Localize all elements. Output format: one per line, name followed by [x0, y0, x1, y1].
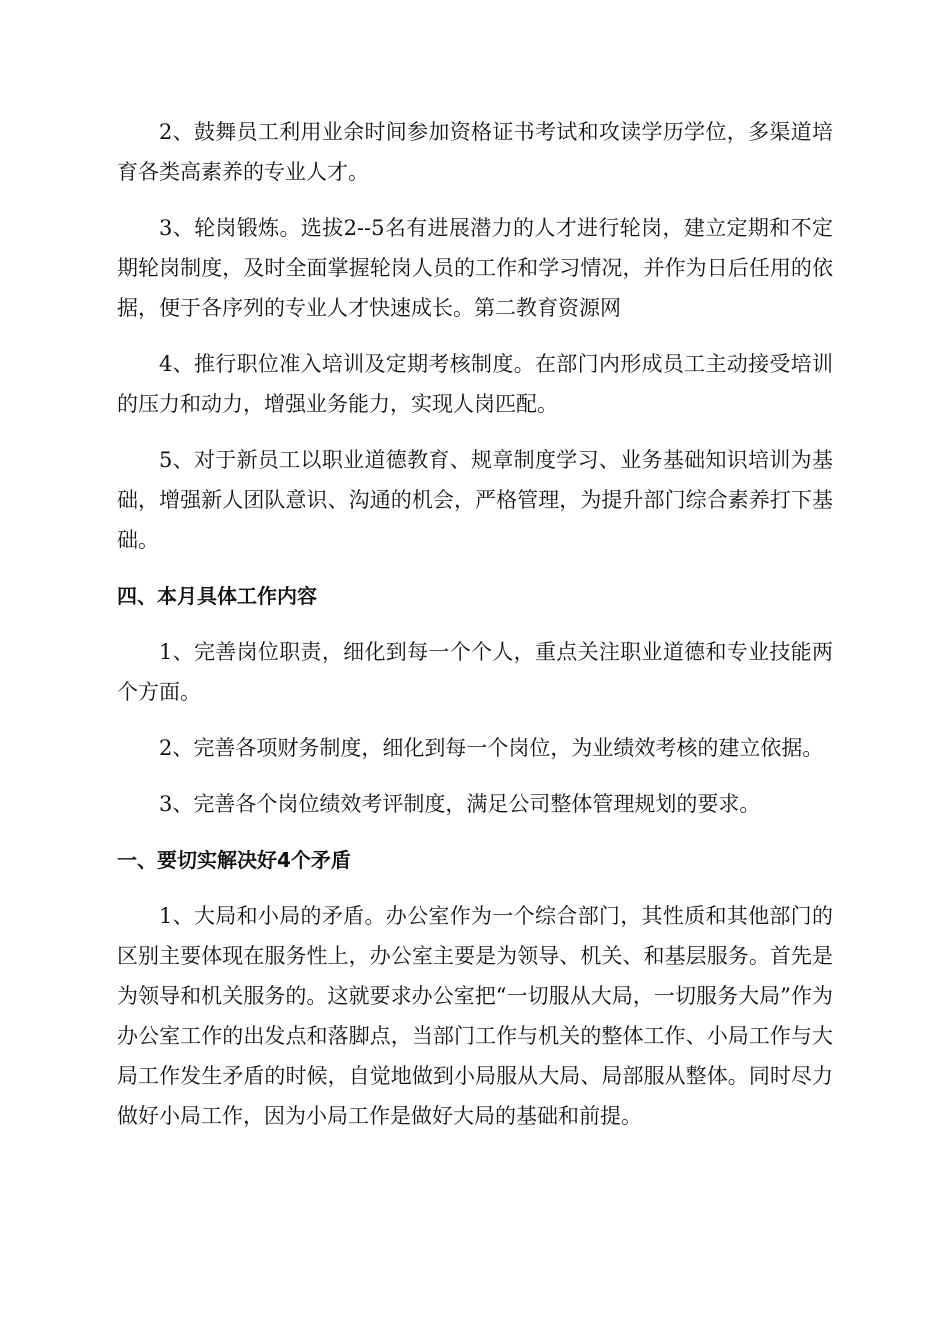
paragraph-job-rotation: 3、轮岗锻炼。选拔2--5名有进展潜力的人才进行轮岗，建立定期和不定期轮岗制度，及时全面掌握轮岗人员的工作和学习情况，并作为日后任用的依据，便于各序列的专业人才快速成长。第二教育资源网 — [117, 216, 833, 320]
paragraph-big-picture-contradiction: 1、大局和小局的矛盾。办公室作为一个综合部门，其性质和其他部门的区别主要体现在服务性上，办公室主要是为领导、机关、和基层服务。首先是为领导和机关服务的。这就要求办公室把“一切服从大局，一切服务大局”作为办公室工作的出发点和落脚点，当部门工作与机关的整体工作、小局工作与大局工作发生矛盾的时候，自觉地做到小局服从大局、局部服从整体。同时尽力做好小局工作，因为小局工作是做好大局的基础和前提。 — [117, 904, 833, 1128]
paragraph-encourage-certification: 2、鼓舞员工利用业余时间参加资格证书考试和攻读学历学位，多渠道培育各类高素养的专业人才。 — [117, 120, 833, 184]
section-heading-four-contradictions: 一、要切实解决好4个矛盾 — [117, 848, 351, 872]
paragraph-access-training: 4、推行职位准入培训及定期考核制度。在部门内形成员工主动接受培训的压力和动力，增强业务能力，实现人岗匹配。 — [117, 352, 833, 416]
paragraph-financial-systems: 2、完善各项财务制度，细化到每一个岗位，为业绩效考核的建立依据。 — [159, 736, 824, 760]
paragraph-performance-appraisal: 3、完善各个岗位绩效考评制度，满足公司整体管理规划的要求。 — [159, 792, 761, 816]
paragraph-job-duties: 1、完善岗位职责，细化到每一个个人，重点关注职业道德和专业技能两个方面。 — [117, 640, 833, 704]
paragraph-new-employees: 5、对于新员工以职业道德教育、规章制度学习、业务基础知识培训为基础，增强新人团队意识、沟通的机会，严格管理，为提升部门综合素养打下基础。 — [117, 448, 833, 552]
document-body — [117, 112, 833, 1152]
section-heading-monthly-work: 四、本月具体工作内容 — [117, 584, 317, 608]
